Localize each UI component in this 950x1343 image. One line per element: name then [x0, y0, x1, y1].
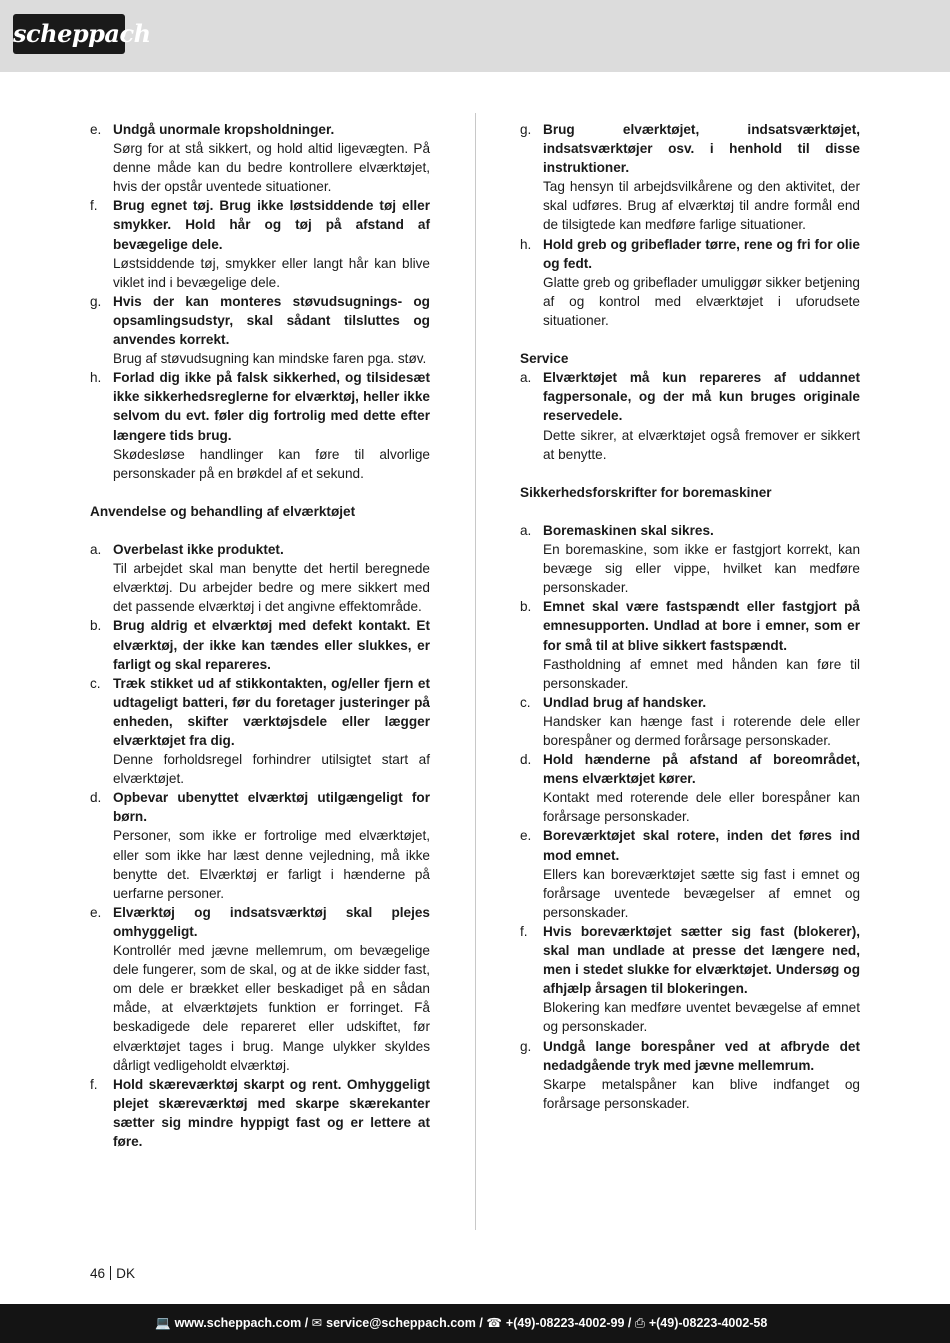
section-title-drill: Sikkerhedsforskrifter for boremaskiner: [520, 484, 772, 500]
list-item-text: Denne forholdsregel forhindrer utilsigtet start af elværktøjet.: [113, 752, 430, 787]
list-item-heading: Emnet skal være fastspændt eller fastgjort på emnesupporten. Undlad at bore i emner, som er for små til at blive sikkert fastspændt.: [543, 599, 860, 653]
separator-3: /: [624, 1316, 635, 1330]
page-separator: [110, 1266, 111, 1280]
page-language: DK: [116, 1266, 136, 1281]
list-item-letter: e.: [90, 122, 102, 137]
list-item-text: Skødesløse handlinger kan føre til alvorlige personskader på en brøkdel af et sekund.: [113, 446, 430, 481]
list-item-letter: d.: [520, 752, 532, 768]
section-title-service: Service: [520, 351, 569, 367]
email-link[interactable]: service@scheppach.com: [326, 1316, 476, 1330]
list-item-letter: h.: [520, 236, 532, 252]
list-item: [520, 120, 860, 235]
list-item-heading: Elværktøj og indsatsværktøj skal plejes omhyggeligt.: [113, 904, 430, 939]
list-item-letter: a.: [520, 522, 532, 538]
list-item: [90, 368, 430, 483]
left-column: [90, 120, 430, 1151]
contact-bar-content: [155, 1304, 767, 1343]
list-item-heading: Træk stikket ud af stikkontakten, og/eller fjern et udtageligt batteri, før du foretager justeringer på enheden, skifter værktøjsdele eller lægger elværktøjet fra dig.: [113, 675, 430, 748]
list-item-heading: Brug aldrig et elværktøj med defekt kontakt. Et elværktøj, der ikke kan tændes eller slukkes, er farligt og skal repareres.: [113, 618, 430, 672]
list-drill: [520, 521, 860, 1113]
list-usage: [90, 540, 430, 1151]
list-item-heading: Opbevar ubenyttet elværktøj utilgængeligt for børn.: [113, 790, 430, 825]
list-item-text: Fastholdning af emnet med hånden kan føre til personskader.: [543, 656, 860, 691]
list-item-heading: Undgå unormale kropsholdninger.: [113, 122, 335, 137]
list-top-right: [520, 120, 860, 330]
list-item: [520, 1037, 860, 1113]
list-item-heading: Brug elværktøjet, indsatsværktøjet, indsatsværktøjer osv. i henhold til disse instruktioner.: [543, 122, 860, 176]
list-item-heading: Hvis boreværktøjet sætter sig fast (blokerer), skal man undlade at presse det længere ned, men i stedet slukke for elværktøjet. Undersøg og afhjælp årsagen til blokeringen.: [543, 923, 860, 997]
list-item: [90, 788, 430, 903]
list-item-text: Brug af støvudsugning kan mindske faren pga. støv.: [113, 351, 427, 367]
separator-1: /: [301, 1316, 312, 1330]
list-item: [90, 1075, 430, 1151]
list-item-heading: Hold hænderne på afstand af boreområdet, mens elværktøjet kører.: [543, 752, 860, 787]
scheppach-logo: scheppach: [13, 14, 125, 54]
list-item-heading: Boreværktøjet skal rotere, inden det føres ind mod emnet.: [543, 828, 860, 863]
list-item: [520, 368, 860, 463]
list-item: [90, 903, 430, 1075]
computer-icon: 💻: [155, 1316, 171, 1330]
list-item: [90, 616, 430, 673]
list-item-heading: Boremaskinen skal sikres.: [543, 522, 714, 538]
list-service: [520, 368, 860, 463]
page-number-value: 46: [90, 1266, 106, 1281]
list-item: [90, 674, 430, 789]
list-item-letter: b.: [520, 599, 532, 615]
list-item-heading: Hvis der kan monteres støvudsugnings- og opsamlingsudstyr, skal sådant tilsluttes og anvendes korrekt.: [113, 293, 430, 348]
column-divider: [475, 113, 476, 1230]
list-item-letter: f.: [90, 1076, 98, 1092]
list-item-text: Til arbejdet skal man benytte det hertil beregnede elværktøj. Du arbejder bedre og mere sikkert med det passende elværktøj i det angivne effektområde.: [113, 561, 430, 615]
contact-bar: [0, 1304, 950, 1343]
fax-icon: ⎙: [634, 1316, 645, 1330]
list-item-text: Ellers kan boreværktøjet sætte sig fast i emnet og forårsage uventede bevægelser af emnet og personskader.: [543, 866, 860, 920]
page-number: [90, 1265, 135, 1283]
section-title-usage: Anvendelse og behandling af elværktøjet: [90, 503, 356, 519]
website-link[interactable]: www.scheppach.com: [174, 1316, 302, 1330]
header-band: [0, 0, 950, 72]
list-item-letter: g.: [520, 1038, 532, 1054]
list-item-text: Kontrollér med jævne mellemrum, om bevægelige dele fungerer, som de skal, og at de ikke sidder fast, om dele er brækket eller beskadiget på en sådan måde, at elværktøjets funktion er forringet. Få beskadigede dele repareret eller udskiftet, før elværktøjet tages i brug. Mange ulykker skyldes dårligt vedligeholdt elværktøj.: [113, 943, 430, 1073]
list-item-heading: Overbelast ikke produktet.: [113, 542, 284, 558]
list-item: [90, 120, 430, 196]
separator-2: /: [475, 1316, 487, 1330]
list-item: [520, 693, 860, 750]
list-item-letter: f.: [520, 923, 528, 939]
list-top: [90, 120, 430, 483]
list-item-heading: Hold skæreværktøj skarpt og rent. Omhyggeligt plejet skæreværktøj med skarpe skærekanter sætter sig mindre hyppigt fast og er lettere at føre.: [113, 1076, 430, 1149]
list-item-letter: d.: [90, 790, 102, 806]
list-item: [90, 292, 430, 368]
list-item: [520, 826, 860, 921]
list-item-text: Løstsiddende tøj, smykker eller langt hår kan blive viklet ind i bevægelige dele.: [113, 255, 430, 290]
list-item: [90, 196, 430, 291]
list-item-heading: Brug egnet tøj. Brug ikke løstsiddende tøj eller smykker. Hold hår og tøj på afstand af bevægelige dele.: [113, 198, 430, 252]
list-item: [520, 922, 860, 1037]
list-item-letter: e.: [90, 904, 102, 920]
list-item-letter: c.: [520, 694, 531, 710]
list-item-text: Personer, som ikke er fortrolige med elværktøjet, eller som ikke har læst denne vejledning, må ikke benytte det. Elværktøj er farligt i hænderne på uerfarne personer.: [113, 828, 430, 901]
list-item-text: Skarpe metalspåner kan blive indfanget og forårsage personskader.: [543, 1076, 860, 1111]
list-item-letter: c.: [90, 675, 101, 691]
list-item: [520, 521, 860, 597]
list-item: [520, 597, 860, 692]
list-item-text: Glatte greb og gribeflader umuliggør sikker betjening af og kontrol med elværktøjet i uforudsete situationer.: [543, 274, 860, 328]
list-item-letter: e.: [520, 828, 532, 844]
mail-icon: ✉: [311, 1316, 323, 1330]
list-item-text: Kontakt med roterende dele eller borespåner kan forårsage personskader.: [543, 790, 860, 825]
right-column: [520, 120, 860, 1113]
list-item-letter: b.: [90, 618, 102, 634]
list-item-heading: Undgå lange borespåner ved at afbryde det nedadgående tryk med jævne mellemrum.: [543, 1038, 860, 1073]
phone-icon: ☎: [486, 1316, 502, 1330]
phone-number: +(49)-08223-4002-99: [505, 1316, 625, 1330]
list-item-heading: Hold greb og gribeflader tørre, rene og fri for olie og fedt.: [543, 236, 860, 271]
list-item-text: Handsker kan hænge fast i roterende dele eller borespåner og dermed forårsage personskader.: [543, 713, 860, 748]
list-item-letter: g.: [90, 293, 102, 309]
list-item: [520, 235, 860, 330]
list-item: [90, 540, 430, 616]
list-item-text: Dette sikrer, at elværktøjet også fremover er sikkert at benytte.: [543, 427, 860, 462]
list-item-heading: Undlad brug af handsker.: [543, 694, 707, 710]
list-item-heading: Elværktøjet må kun repareres af uddannet fagpersonale, og der må kun bruges originale reservedele.: [543, 370, 860, 424]
list-item-text: En boremaskine, som ikke er fastgjort korrekt, kan bevæge sig eller vippe, hvilket kan medføre personskader.: [543, 542, 860, 596]
list-item-letter: a.: [520, 370, 532, 386]
fax-number: +(49)-08223-4002-58: [648, 1316, 768, 1330]
list-item-text: Sørg for at stå sikkert, og hold altid ligevægten. På denne måde kan du bedre kontrollere elværktøjet, hvis der opstår uventede situationer.: [113, 141, 430, 195]
list-item-text: Tag hensyn til arbejdsvilkårene og den aktivitet, der skal udføres. Brug af elværktøj til andre formål end de tilsigtede kan medføre farlige situationer.: [543, 179, 860, 233]
list-item-letter: g.: [520, 122, 532, 137]
list-item: [520, 750, 860, 826]
list-item-heading: Forlad dig ikke på falsk sikkerhed, og tilsidesæt ikke sikkerhedsreglerne for elværktøj, heller ikke selvom du evt. føler dig fortrolig med dette efter længere tids brug.: [113, 370, 430, 443]
list-item-letter: h.: [90, 370, 102, 386]
list-item-text: Blokering kan medføre uventet bevægelse af emnet og personskader.: [543, 1000, 860, 1035]
list-item-letter: f.: [90, 198, 98, 214]
list-item-letter: a.: [90, 542, 102, 558]
